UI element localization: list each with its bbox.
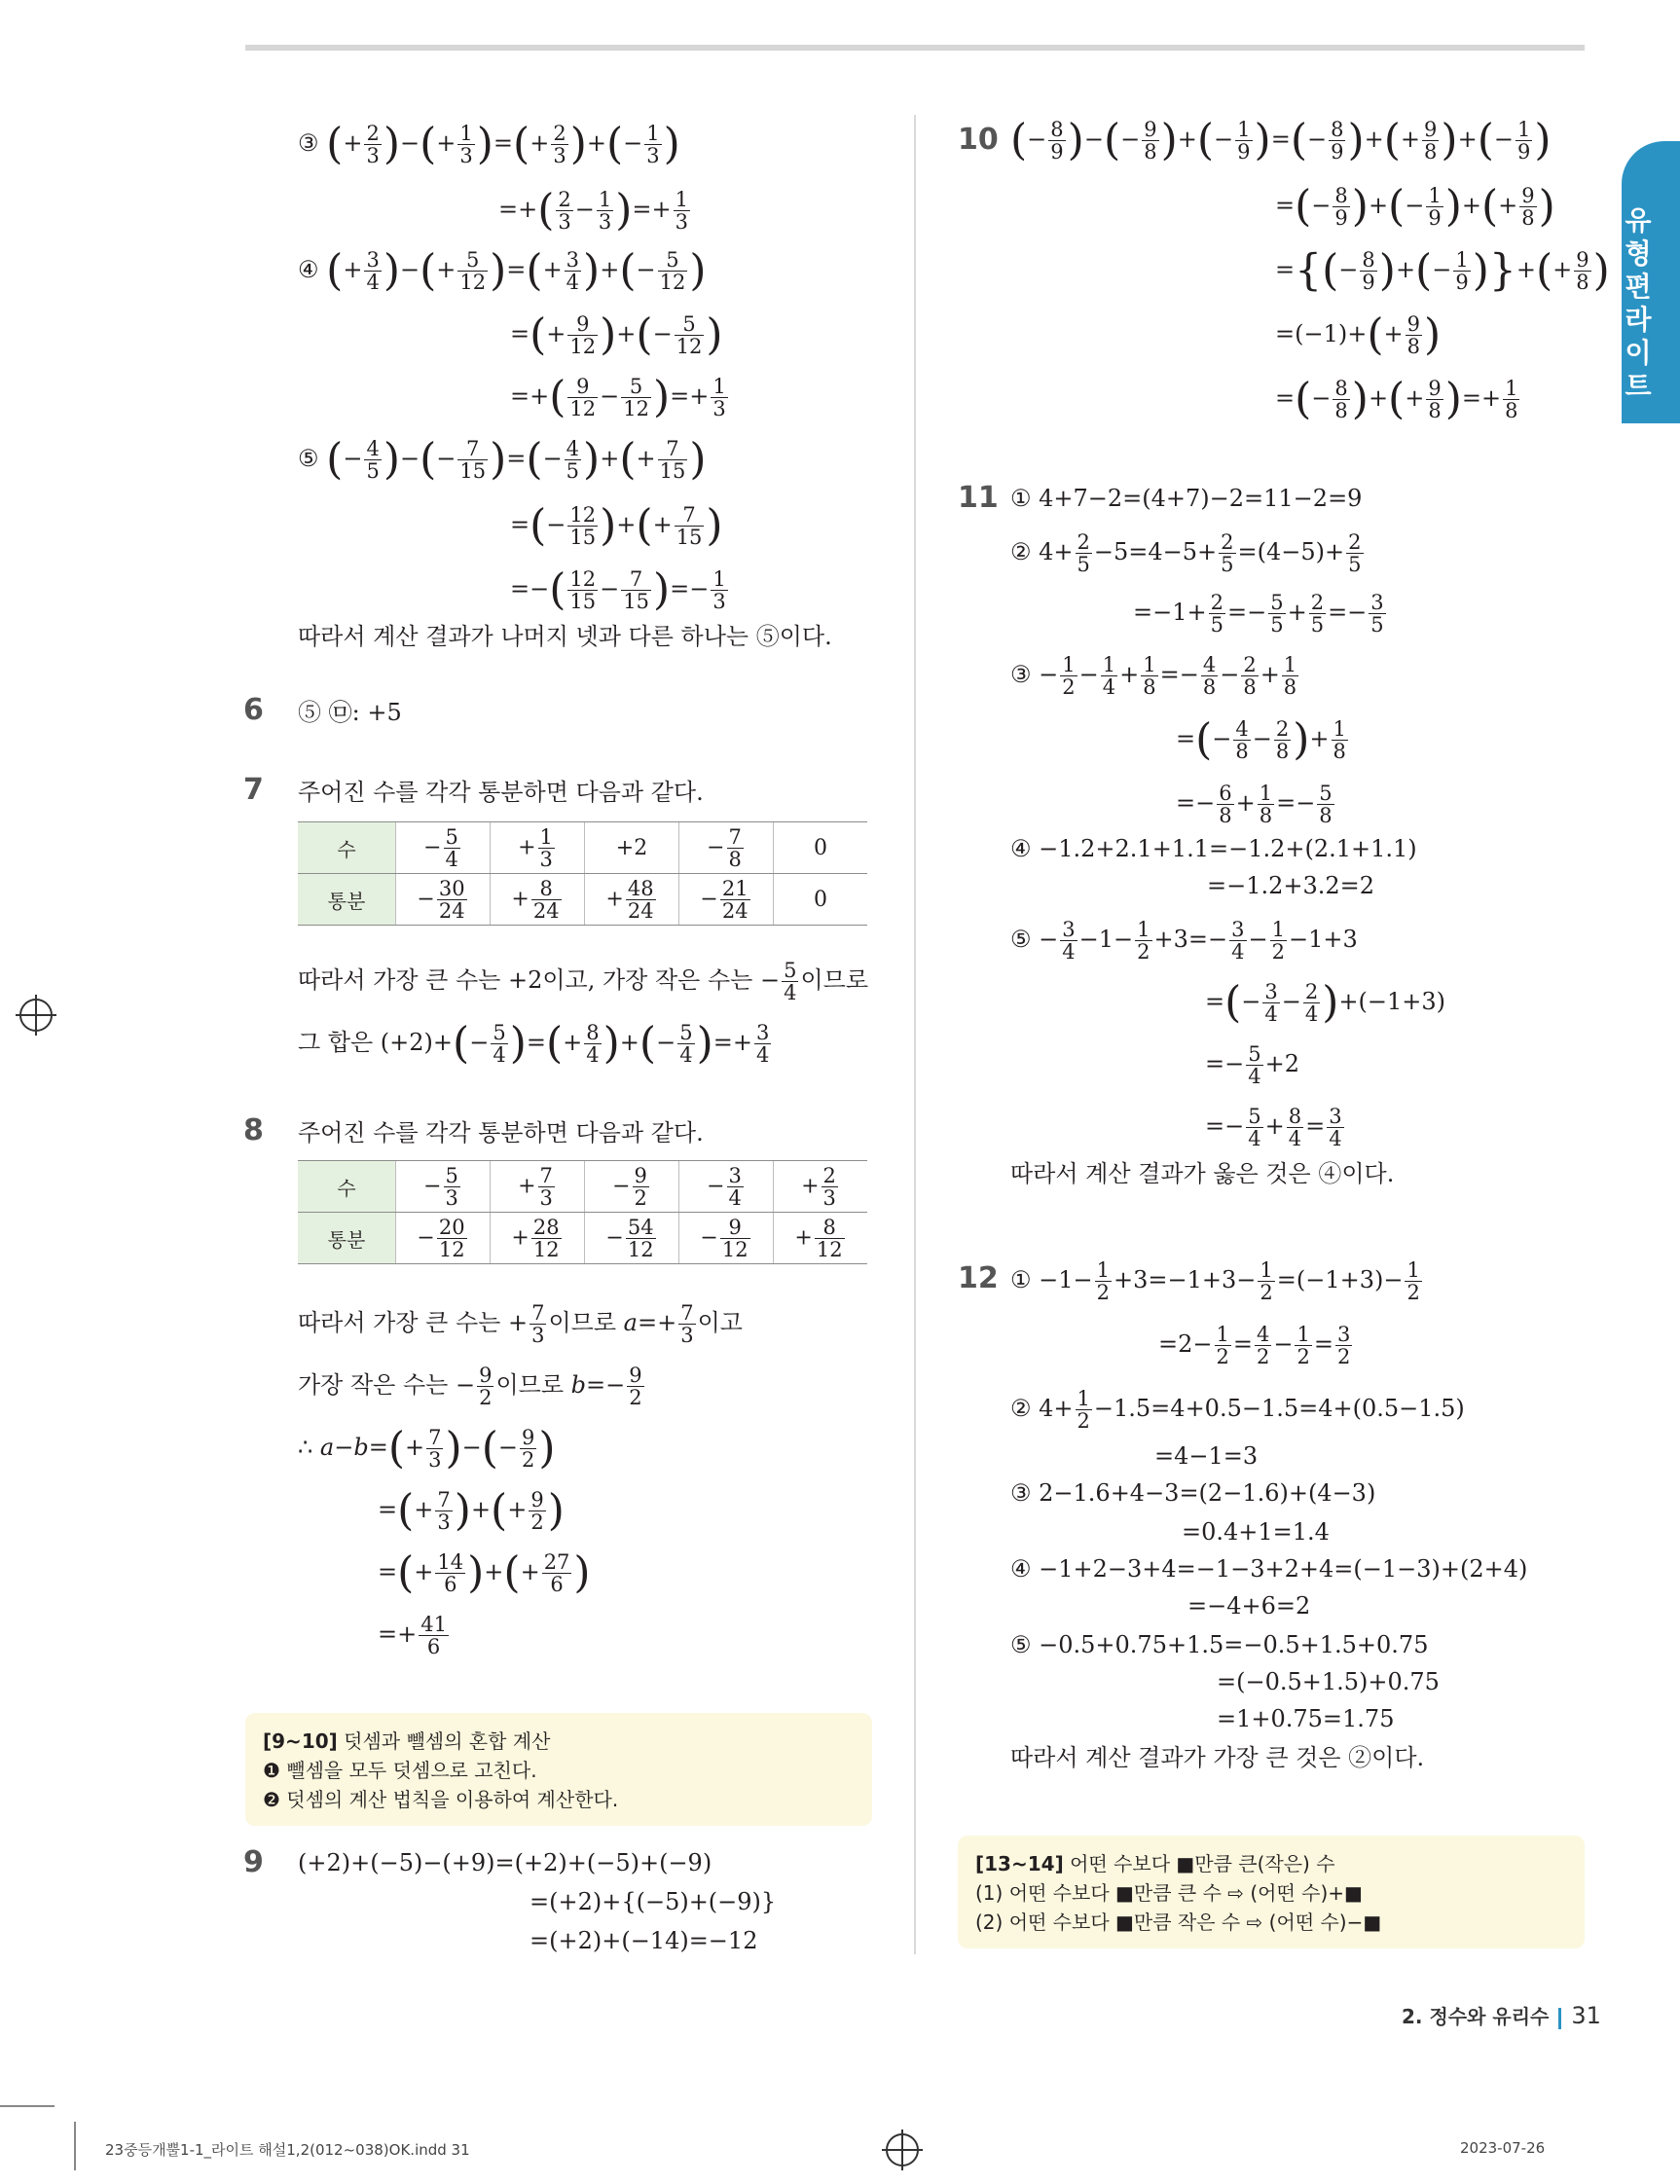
table-cell: − $\frac{5}{3}$ bbox=[396, 1161, 491, 1213]
eq-line: ∴ a−b=(+ $\frac{7}{3}$ )−(− $\frac{9}{2}$ ) bbox=[298, 1423, 556, 1474]
eq-line: ③ − $\frac{1}{2}$ − $\frac{1}{4}$ + $\frac{1}{8}$ =− $\frac{4}{8}$ − $\frac{2}{8}$ + $\frac{1}{8}$ bbox=[1010, 653, 1297, 699]
eq-line: =+( $\frac{2}{3}$ − $\frac{1}{3}$ )=+ $\frac{1}{3}$ bbox=[498, 185, 689, 236]
eq-line: =(+2)+{(−5)+(−9)} bbox=[530, 1888, 777, 1915]
eq-line: =−1.2+3.2=2 bbox=[1207, 872, 1375, 899]
eq-line: =+( $\frac{9}{12}$ − $\frac{5}{12}$ )=+ $\frac{1}{3}$ bbox=[510, 372, 726, 422]
conclusion-text: 따라서 계산 결과가 옳은 것은 ④이다. bbox=[1010, 1160, 1395, 1187]
table-cell: + $\frac{1}{3}$ bbox=[491, 822, 585, 874]
eq-line: (− $\frac{8}{9}$ )−(− $\frac{9}{8}$ )+(− $\frac{1}{9}$ )=(− $\frac{8}{9}$ )+(+ $\frac{9}{8}$ )+(− $\frac{1}{9}$ ) bbox=[1010, 115, 1552, 165]
tip-line: ❷ 덧셈의 계산 법칙을 이용하여 계산한다. bbox=[263, 1788, 619, 1811]
crop-mark bbox=[74, 2122, 76, 2170]
tip-box bbox=[958, 1836, 1585, 1948]
eq-line: (+2)+(−5)−(+9)=(+2)+(−5)+(−9) bbox=[298, 1849, 712, 1876]
eq-line: =(+ $\frac{14}{6}$ )+(+ $\frac{27}{6}$ ) bbox=[378, 1547, 591, 1598]
eq-line: =(−1)+(+ $\frac{9}{8}$ ) bbox=[1275, 309, 1442, 360]
eq-line: =− $\frac{6}{8}$ + $\frac{1}{8}$ =− $\frac{5}{8}$ bbox=[1176, 782, 1333, 827]
eq-line: =(− $\frac{8}{8}$ )+(+ $\frac{9}{8}$ )=+ $\frac{1}{8}$ bbox=[1275, 374, 1518, 424]
eq-line: ⑤ (− $\frac{4}{5}$ )−(− $\frac{7}{15}$ )=(− $\frac{4}{5}$ )+(+ $\frac{7}{15}$ ) bbox=[298, 434, 707, 485]
table-cell: − $\frac{30}{24}$ bbox=[396, 874, 491, 926]
eq-line: =− $\frac{5}{4}$ + $\frac{8}{4}$ = $\frac{3}{4}$ bbox=[1205, 1105, 1342, 1150]
question-number: 7 bbox=[243, 773, 264, 807]
intro-text: 주어진 수를 각각 통분하면 다음과 같다. bbox=[298, 1119, 704, 1147]
tip-box-title: [13~14] bbox=[975, 1852, 1064, 1875]
eq-line: 따라서 가장 큰 수는 + $\frac{7}{3}$ 이므로 a=+ $\frac{7}{3}$ 이고 bbox=[298, 1301, 743, 1347]
eq-line: ③ (+ $\frac{2}{3}$ )−(+ $\frac{1}{3}$ )=(+ $\frac{2}{3}$ )+(− $\frac{1}{3}$ ) bbox=[298, 119, 680, 169]
eq-line: ③ 2−1.6+4−3=(2−1.6)+(4−3) bbox=[1010, 1479, 1376, 1507]
table-head: 수 bbox=[298, 1161, 396, 1213]
eq-line: =(+ $\frac{9}{12}$ )+(− $\frac{5}{12}$ ) bbox=[510, 309, 723, 360]
eq-line: 그 합은 (+2)+(− $\frac{5}{4}$ )=(+ $\frac{8}{4}$ )+(− $\frac{5}{4}$ )=+ $\frac{3}{4}$ bbox=[298, 1018, 770, 1069]
table-cell: + $\frac{8}{24}$ bbox=[491, 874, 585, 926]
tip-line: (1) 어떤 수보다 ■만큼 큰 수 ⇨ (어떤 수)+■ bbox=[975, 1881, 1363, 1905]
table-cell: − $\frac{20}{12}$ bbox=[396, 1213, 491, 1264]
eq-line: ① 4+7−2=(4+7)−2=11−2=9 bbox=[1010, 485, 1363, 512]
table-cell: + $\frac{48}{24}$ bbox=[585, 874, 679, 926]
intro-text: 주어진 수를 각각 통분하면 다음과 같다. bbox=[298, 779, 704, 806]
table-head: 통분 bbox=[298, 874, 396, 926]
eq-line: =(− $\frac{12}{15}$ )+(+ $\frac{7}{15}$ ) bbox=[510, 500, 723, 551]
answer-text: ⑤ ㉤: +5 bbox=[298, 699, 402, 726]
eq-line: =−4+6=2 bbox=[1187, 1592, 1311, 1620]
eq-line: ② 4+ $\frac{1}{2}$ −1.5=4+0.5−1.5=4+(0.5−1.5) bbox=[1010, 1387, 1465, 1433]
eq-line: =(− $\frac{3}{4}$ − $\frac{2}{4}$ )+(−1+3) bbox=[1205, 977, 1446, 1028]
eq-line: =(− $\frac{4}{8}$ − $\frac{2}{8}$ )+ $\frac{1}{8}$ bbox=[1176, 714, 1346, 765]
table-cell: − $\frac{54}{12}$ bbox=[585, 1213, 679, 1264]
eq-line: =−( $\frac{12}{15}$ − $\frac{7}{15}$ )=− $\frac{1}{3}$ bbox=[510, 564, 726, 615]
question-number: 9 bbox=[243, 1845, 264, 1879]
eq-line: ={(− $\frac{8}{9}$ )+(− $\frac{1}{9}$ )}+(+ $\frac{9}{8}$ ) bbox=[1275, 245, 1610, 296]
table-cell: − $\frac{3}{4}$ bbox=[679, 1161, 774, 1213]
eq-line: =4−1=3 bbox=[1154, 1442, 1259, 1470]
eq-line: ④ −1.2+2.1+1.1=−1.2+(2.1+1.1) bbox=[1010, 835, 1417, 862]
question-number: 11 bbox=[958, 481, 999, 515]
eq-line: 따라서 가장 큰 수는 +2이고, 가장 작은 수는 − $\frac{5}{4}$ 이므로 bbox=[298, 959, 869, 1004]
question-number: 10 bbox=[958, 123, 999, 157]
eq-line: =0.4+1=1.4 bbox=[1182, 1518, 1330, 1546]
eq-line: =− $\frac{5}{4}$ +2 bbox=[1205, 1042, 1299, 1088]
table-cell: +2 bbox=[585, 822, 679, 874]
crop-mark bbox=[0, 2105, 55, 2107]
table-cell: 0 bbox=[774, 874, 868, 926]
print-date: 2023-07-26 bbox=[1460, 2139, 1546, 2157]
eq-line: ① −1− $\frac{1}{2}$ +3=−1+3− $\frac{1}{2}$ =(−1+3)− $\frac{1}{2}$ bbox=[1010, 1258, 1420, 1304]
eq-line: =1+0.75=1.75 bbox=[1217, 1705, 1395, 1732]
conclusion-text: 따라서 계산 결과가 나머지 넷과 다른 하나는 ⑤이다. bbox=[298, 623, 832, 650]
eq-line: ⑤ − $\frac{3}{4}$ −1− $\frac{1}{2}$ +3=− $\frac{3}{4}$ − $\frac{1}{2}$ −1+3 bbox=[1010, 918, 1358, 964]
question-number: 8 bbox=[243, 1113, 264, 1147]
page-footer bbox=[1402, 2001, 1601, 2029]
table-cell: − $\frac{9}{12}$ bbox=[679, 1213, 774, 1264]
eq-line: =(+ $\frac{7}{3}$ )+(+ $\frac{9}{2}$ ) bbox=[378, 1485, 565, 1536]
footer-divider bbox=[1558, 2008, 1561, 2029]
question-number: 6 bbox=[243, 693, 264, 727]
q7-table bbox=[298, 821, 867, 926]
eq-line: =−1+ $\frac{2}{5}$ =− $\frac{5}{5}$ + $\frac{2}{5}$ =− $\frac{3}{5}$ bbox=[1133, 591, 1384, 637]
eq-line: =+ $\frac{41}{6}$ bbox=[378, 1613, 447, 1658]
print-file-name: 23중등개뿔1-1_라이트 해설1,2(012~038)OK.indd 31 bbox=[105, 2141, 470, 2159]
conclusion-text: 따라서 계산 결과가 가장 큰 것은 ②이다. bbox=[1010, 1744, 1425, 1771]
tip-box-title: [9~10] bbox=[263, 1729, 338, 1753]
eq-line: =(+2)+(−14)=−12 bbox=[530, 1927, 758, 1954]
table-cell: − $\frac{5}{4}$ bbox=[396, 822, 491, 874]
tip-line: (2) 어떤 수보다 ■만큼 작은 수 ⇨ (어떤 수)−■ bbox=[975, 1911, 1382, 1934]
tip-line: ❶ 뺄셈을 모두 덧셈으로 고친다. bbox=[263, 1759, 537, 1782]
table-cell: + $\frac{8}{12}$ bbox=[774, 1213, 868, 1264]
page-number: 31 bbox=[1571, 2002, 1601, 2029]
eq-line: 가장 작은 수는 − $\frac{9}{2}$ 이므로 b=− $\frac{9}{2}$ bbox=[298, 1364, 642, 1409]
eq-line: ② 4+ $\frac{2}{5}$ −5=4−5+ $\frac{2}{5}$ =(4−5)+ $\frac{2}{5}$ bbox=[1010, 530, 1362, 576]
eq-line: =(−0.5+1.5)+0.75 bbox=[1217, 1668, 1440, 1695]
table-head: 수 bbox=[298, 822, 396, 874]
tip-box-heading: 어떤 수보다 ■만큼 큰(작은) 수 bbox=[1070, 1852, 1335, 1875]
tip-box-heading: 덧셈과 뺄셈의 혼합 계산 bbox=[344, 1729, 551, 1753]
eq-line: ④ (+ $\frac{3}{4}$ )−(+ $\frac{5}{12}$ )=(+ $\frac{3}{4}$ )+(− $\frac{5}{12}$ ) bbox=[298, 245, 707, 296]
eq-line: ④ −1+2−3+4=−1−3+2+4=(−1−3)+(2+4) bbox=[1010, 1555, 1528, 1583]
table-cell: − $\frac{9}{2}$ bbox=[585, 1161, 679, 1213]
table-cell: − $\frac{21}{24}$ bbox=[679, 874, 774, 926]
section-title: 2. 정수와 유리수 bbox=[1402, 2005, 1550, 2028]
column-divider bbox=[914, 115, 916, 1954]
table-cell: + $\frac{2}{3}$ bbox=[774, 1161, 868, 1213]
top-rule bbox=[245, 45, 1585, 51]
table-cell: − $\frac{7}{8}$ bbox=[679, 822, 774, 874]
registration-mark-icon bbox=[886, 2133, 919, 2166]
tip-box bbox=[245, 1713, 872, 1826]
eq-line: =(− $\frac{8}{9}$ )+(− $\frac{1}{9}$ )+(+ $\frac{9}{8}$ ) bbox=[1275, 181, 1555, 232]
table-head: 통분 bbox=[298, 1213, 396, 1264]
q8-table bbox=[298, 1160, 867, 1264]
eq-line: =2− $\frac{1}{2}$ = $\frac{4}{2}$ − $\frac{1}{2}$ = $\frac{3}{2}$ bbox=[1158, 1323, 1351, 1368]
table-cell: + $\frac{28}{12}$ bbox=[491, 1213, 585, 1264]
registration-mark-icon bbox=[19, 999, 53, 1032]
question-number: 12 bbox=[958, 1261, 999, 1295]
eq-line: ⑤ −0.5+0.75+1.5=−0.5+1.5+0.75 bbox=[1010, 1631, 1429, 1658]
table-cell: + $\frac{7}{3}$ bbox=[491, 1161, 585, 1213]
side-tab-label: 유형편 라이트 bbox=[1625, 204, 1652, 402]
table-cell: 0 bbox=[774, 822, 868, 874]
